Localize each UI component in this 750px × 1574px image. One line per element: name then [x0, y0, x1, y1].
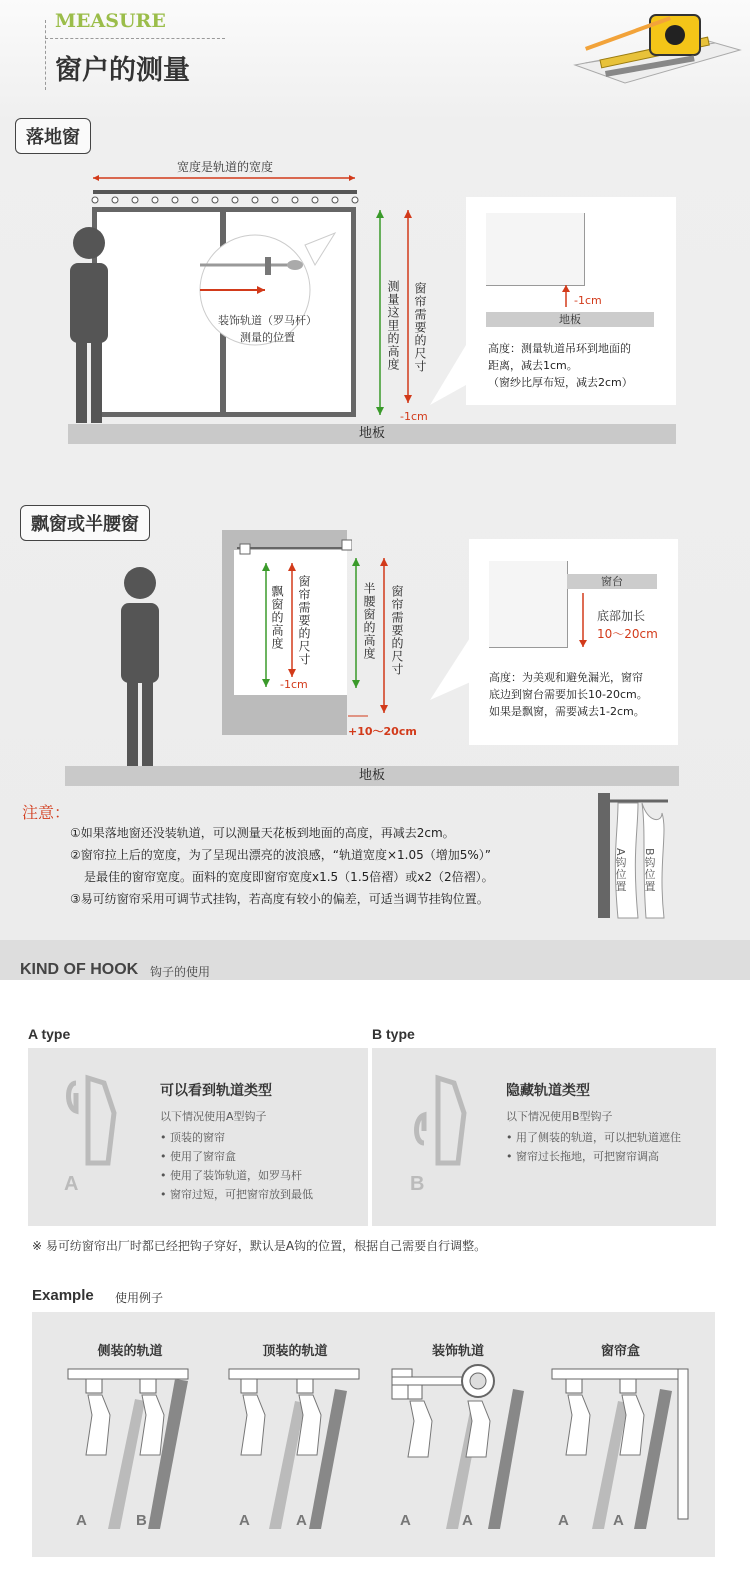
notice-line-2: ②窗帘拉上后的宽度，为了呈现出漂亮的波浪感，“轨道宽度×1.05（增加5%）”: [70, 848, 492, 862]
bay-curtain-size-label: 窗帘需要的尺寸: [297, 575, 311, 666]
example-item-side-rail: [60, 1340, 200, 1533]
b-type-item: • 用了侧装的轨道，可以把轨道遮住: [506, 1131, 681, 1144]
half-plus-label: +10～20cm: [348, 725, 417, 738]
floor-note-2: 距离，减去1cm。: [488, 359, 578, 372]
rod-label-line1: 装饰轨道（罗马杆）: [218, 314, 317, 327]
measure-here-label: 测量这里的高度: [386, 280, 400, 371]
a-type-heading: 可以看到轨道类型: [160, 1083, 272, 1099]
example-item-curtain-box: [548, 1340, 693, 1533]
example-label: 窗帘盒: [600, 1344, 640, 1359]
rail-diagram: [85, 170, 375, 210]
bay-window-tag: 飘窗或半腰窗: [20, 505, 150, 541]
bay-note-3: 如果是飘窗，需要减去1-2cm。: [489, 705, 645, 718]
tape-measure-icon: [565, 5, 745, 95]
example-right-letter: A: [613, 1512, 624, 1529]
deco-rod-illustration: [388, 1359, 528, 1529]
floor-detail-box: [466, 197, 676, 405]
notice-line-4: ③易可纺窗帘采用可调节式挂钩，若高度有较小的偏差，可适当调节挂钩位置。: [70, 892, 489, 906]
example-left-letter: A: [76, 1512, 87, 1529]
floor-note-1: 高度：测量轨道吊环到地面的: [488, 342, 631, 355]
bay-detail-box: [469, 539, 678, 745]
bay-note-2: 底边到窗台需要加长10-20cm。: [489, 688, 648, 701]
rod-label: [205, 312, 330, 346]
a-type-item: • 顶装的窗帘: [160, 1131, 225, 1144]
notice-line-3: 是最佳的窗帘宽度。面料的宽度即窗帘宽度x1.5（1.5倍褶）或x2（2倍褶）。: [84, 870, 494, 884]
rod-label-line2: 测量的位置: [240, 331, 295, 344]
bay-floor-bar: 地板: [65, 766, 679, 786]
person-icon: [62, 225, 117, 425]
header-underline: [45, 38, 225, 39]
hook-title-cn: 钩子的使用: [150, 965, 211, 979]
example-left-letter: A: [558, 1512, 569, 1529]
example-label: 侧装的轨道: [97, 1344, 163, 1359]
floor-note-3: （窗纱比厚布短，减去2cm）: [488, 376, 633, 389]
a-hook-icon: [58, 1073, 118, 1173]
example-item-top-rail: [225, 1340, 365, 1533]
a-type-label: A type: [28, 1026, 71, 1042]
sill-label: 窗台: [567, 574, 657, 589]
header-divider: [45, 20, 46, 90]
example-label: 顶装的轨道: [262, 1344, 328, 1359]
b-type-panel: [372, 1048, 716, 1226]
curtain-size-label: 窗帘需要的尺寸: [413, 282, 427, 373]
bay-note-1: 高度：为美观和避免漏光，窗帘: [489, 671, 643, 684]
a-type-sub: 以下情况使用A型钩子: [160, 1110, 267, 1123]
side-rail-illustration: [60, 1359, 200, 1529]
bottom-range-label: 10～20cm: [597, 627, 658, 641]
half-curtain-size-label: 窗帘需要的尺寸: [390, 585, 404, 676]
bottom-add-label: 底部加长: [597, 609, 646, 623]
b-type-item: • 窗帘过长拖地，可把窗帘调高: [506, 1150, 659, 1163]
person-icon-2: [113, 565, 168, 770]
notice-line-1: ①如果落地窗还没装轨道，可以测量天花板到地面的高度，再减去2cm。: [70, 826, 455, 840]
minus-label: -1cm: [400, 410, 428, 423]
hook-title-en: KIND OF HOOK: [20, 961, 139, 978]
b-type-sub: 以下情况使用B型钩子: [506, 1110, 613, 1123]
example-label: 装饰轨道: [431, 1344, 484, 1359]
b-type-heading: 隐藏轨道类型: [506, 1083, 590, 1099]
example-title-en: Example: [32, 1287, 94, 1304]
a-type-panel: [28, 1048, 368, 1226]
hook-a-label: A钩位置: [614, 848, 627, 893]
example-right-letter: A: [462, 1512, 473, 1529]
a-type-letter: A: [64, 1173, 79, 1195]
a-type-item: • 窗帘过短，可把窗帘放到最低: [160, 1188, 313, 1201]
detail-minus-label: -1cm: [574, 294, 602, 307]
b-type-letter: B: [410, 1173, 425, 1195]
hook-b-label: B钩位置: [643, 848, 656, 893]
b-type-label: B type: [372, 1026, 415, 1042]
half-height-label: 半腰窗的高度: [362, 582, 376, 660]
example-left-letter: A: [239, 1512, 250, 1529]
bay-minus-label: -1cm: [280, 678, 308, 691]
example-right-letter: A: [296, 1512, 307, 1529]
example-item-deco-rod: [388, 1340, 528, 1533]
detail-floor-label: 地板: [486, 312, 654, 327]
hook-footnote: ※ 易可纺窗帘出厂时都已经把钩子穿好，默认是A钩的位置，根据自己需要自行调整。: [32, 1239, 487, 1253]
hook-position-diagram: [598, 793, 684, 921]
measure-title-cn: 窗户的测量: [55, 55, 190, 86]
notice-body: [70, 822, 494, 910]
example-left-letter: A: [400, 1512, 411, 1529]
width-label: 宽度是轨道的宽度: [176, 160, 273, 174]
measure-title-en: MEASURE: [55, 10, 166, 32]
bay-height-label: 飘窗的高度: [270, 585, 284, 650]
floor-window-tag: 落地窗: [15, 118, 91, 154]
floor-bar: 地板: [68, 424, 676, 444]
a-type-item: • 使用了装饰轨道，如罗马杆: [160, 1169, 302, 1182]
b-hook-icon: [408, 1073, 468, 1173]
example-title-cn: 使用例子: [115, 1291, 164, 1305]
notice-title: 注意：: [22, 803, 71, 822]
example-right-letter: B: [136, 1512, 147, 1529]
curtain-box-illustration: [548, 1359, 693, 1529]
top-rail-illustration: [225, 1359, 365, 1529]
a-type-item: • 使用了窗帘盒: [160, 1150, 236, 1163]
